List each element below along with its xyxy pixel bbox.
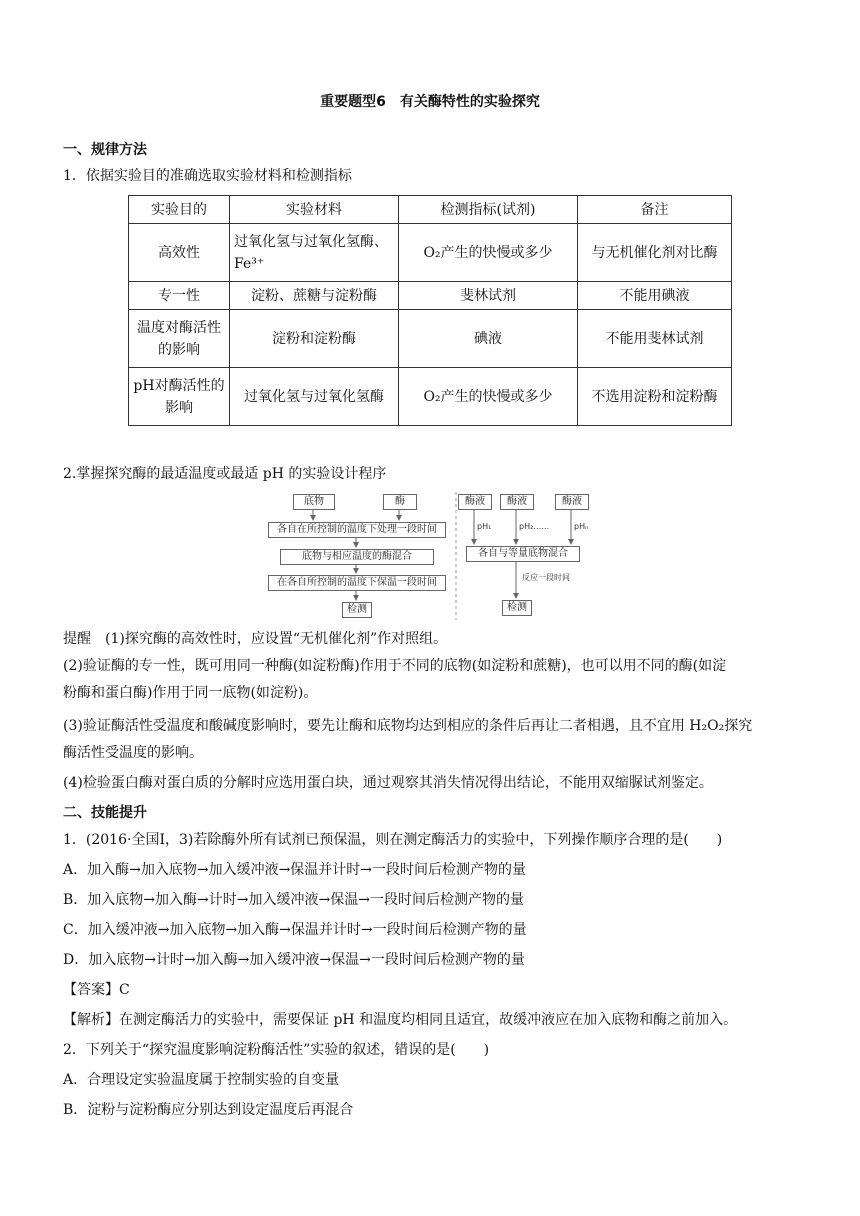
flow-enzyme-box: 酶: [383, 494, 417, 510]
table-header-cell: 检测指标(试剂): [399, 196, 578, 224]
table-cell: 过氧化氢与过氧化氢酶、Fe³⁺: [230, 224, 399, 282]
page-title: 重要题型6 有关酶特性的实验探究: [320, 94, 540, 110]
table-cell: 温度对酶活性的影响: [129, 310, 230, 368]
table-row: [129, 224, 732, 282]
answer-text: 【答案】C: [63, 982, 130, 998]
table-cell: O₂产生的快慢或多少: [399, 224, 578, 282]
question-1-option-b: B．加入底物→加入酶→计时→加入缓冲液→保温→一段时间后检测产物的量: [63, 892, 524, 908]
tip-line: 酶活性受温度的影响。: [63, 745, 203, 761]
question-1-option-d: D．加入底物→计时→加入酶→加入缓冲液→保温→一段时间后检测产物的量: [63, 952, 525, 968]
table-cell: 过氧化氢与过氧化氢酶: [230, 368, 399, 426]
tip-line: (2)验证酶的专一性，既可用同一种酶(如淀粉酶)作用于不同的底物(如淀粉和蔗糖)，也可以用不同的酶(如淀: [63, 658, 727, 674]
table-cell: 专一性: [129, 282, 230, 310]
table-cell: O₂产生的快慢或多少: [399, 368, 578, 426]
table-cell: 淀粉和淀粉酶: [230, 310, 399, 368]
flow-detect-box: 检测: [342, 602, 372, 618]
table-header-row: [129, 196, 732, 224]
question-1-option-a: A．加入酶→加入底物→加入缓冲液→保温并计时→一段时间后检测产物的量: [63, 862, 527, 878]
analysis-text: 【解析】在测定酶活力的实验中，需要保证 pH 和温度均相同且适宜，故缓冲液应在加入底物和酶之前加入。: [63, 1012, 738, 1028]
flow-step-1: 各自在所控制的温度下处理一段时间: [268, 522, 446, 538]
table-cell: 与无机催化剂对比酶: [578, 224, 732, 282]
flow-ph-label: pHₙ: [574, 522, 589, 531]
table-cell: 碘液: [399, 310, 578, 368]
section-heading-methods: 一、规律方法: [63, 142, 147, 158]
flow-enzyme-solution-3: 酶液: [555, 494, 589, 510]
table-cell: 淀粉、蔗糖与淀粉酶: [230, 282, 399, 310]
tip-line: (3)验证酶活性受温度和酸碱度影响时，要先让酶和底物均达到相应的条件后再让二者相遇，且不宜用 H₂O₂探究: [63, 718, 753, 734]
flow-enzyme-solution-2: 酶液: [500, 494, 534, 510]
question-2: 2．下列关于“探究温度影响淀粉酶活性”实验的叙述，错误的是( ): [63, 1042, 490, 1058]
table-cell: pH对酶活性的影响: [129, 368, 230, 426]
flow-reaction-label: 反应一段时间: [522, 573, 570, 582]
question-2-option-b: B．淀粉与淀粉酶应分别达到设定温度后再混合: [63, 1102, 354, 1118]
table-cell: 斐林试剂: [399, 282, 578, 310]
item-2-text: 2.掌握探究酶的最适温度或最适 pH 的实验设计程序: [63, 466, 387, 482]
tip-line: 提醒 (1)探究酶的高效性时，应设置“无机催化剂”作对照组。: [63, 631, 448, 647]
table-cell: 不能用斐林试剂: [578, 310, 732, 368]
flow-ph-label: pH₁: [477, 522, 492, 531]
flow-ph-label: pH₂……: [519, 522, 550, 531]
flow-step-3: 在各自所控制的温度下保温一段时间: [268, 575, 446, 591]
flow-mix-box: 各自与等量底物混合: [466, 546, 580, 562]
flow-step-2: 底物与相应温度的酶混合: [280, 549, 434, 565]
table-row: [129, 282, 732, 310]
tip-line: (4)检验蛋白酶对蛋白质的分解时应选用蛋白块，通过观察其消失情况得出结论，不能用双缩脲试剂鉴定。: [63, 775, 713, 791]
experiment-table: [128, 195, 732, 426]
table-cell: 不能用碘液: [578, 282, 732, 310]
table-header-cell: 实验材料: [230, 196, 399, 224]
flow-substrate-box: 底物: [293, 494, 335, 510]
table-header-cell: 备注: [578, 196, 732, 224]
flow-detect-box: 检测: [502, 600, 532, 616]
section-heading-skills: 二、技能提升: [63, 805, 147, 821]
table-row: [129, 368, 732, 426]
item-1-text: 1．依据实验目的准确选取实验材料和检测指标: [63, 168, 352, 184]
table-header-cell: 实验目的: [129, 196, 230, 224]
tip-line: 粉酶和蛋白酶)作用于同一底物(如淀粉)。: [63, 685, 318, 701]
table-cell: 不选用淀粉和淀粉酶: [578, 368, 732, 426]
experiment-flowchart: [258, 492, 603, 620]
table-cell: 高效性: [129, 224, 230, 282]
question-1: 1．(2016·全国Ⅰ，3)若除酶外所有试剂已预保温，则在测定酶活力的实验中，下列操作顺序合理的是( ): [63, 832, 723, 848]
flow-enzyme-solution-1: 酶液: [458, 494, 492, 510]
question-1-option-c: C．加入缓冲液→加入底物→加入酶→保温并计时→一段时间后检测产物的量: [63, 922, 527, 938]
question-2-option-a: A．合理设定实验温度属于控制实验的自变量: [63, 1072, 340, 1088]
table-row: [129, 310, 732, 368]
